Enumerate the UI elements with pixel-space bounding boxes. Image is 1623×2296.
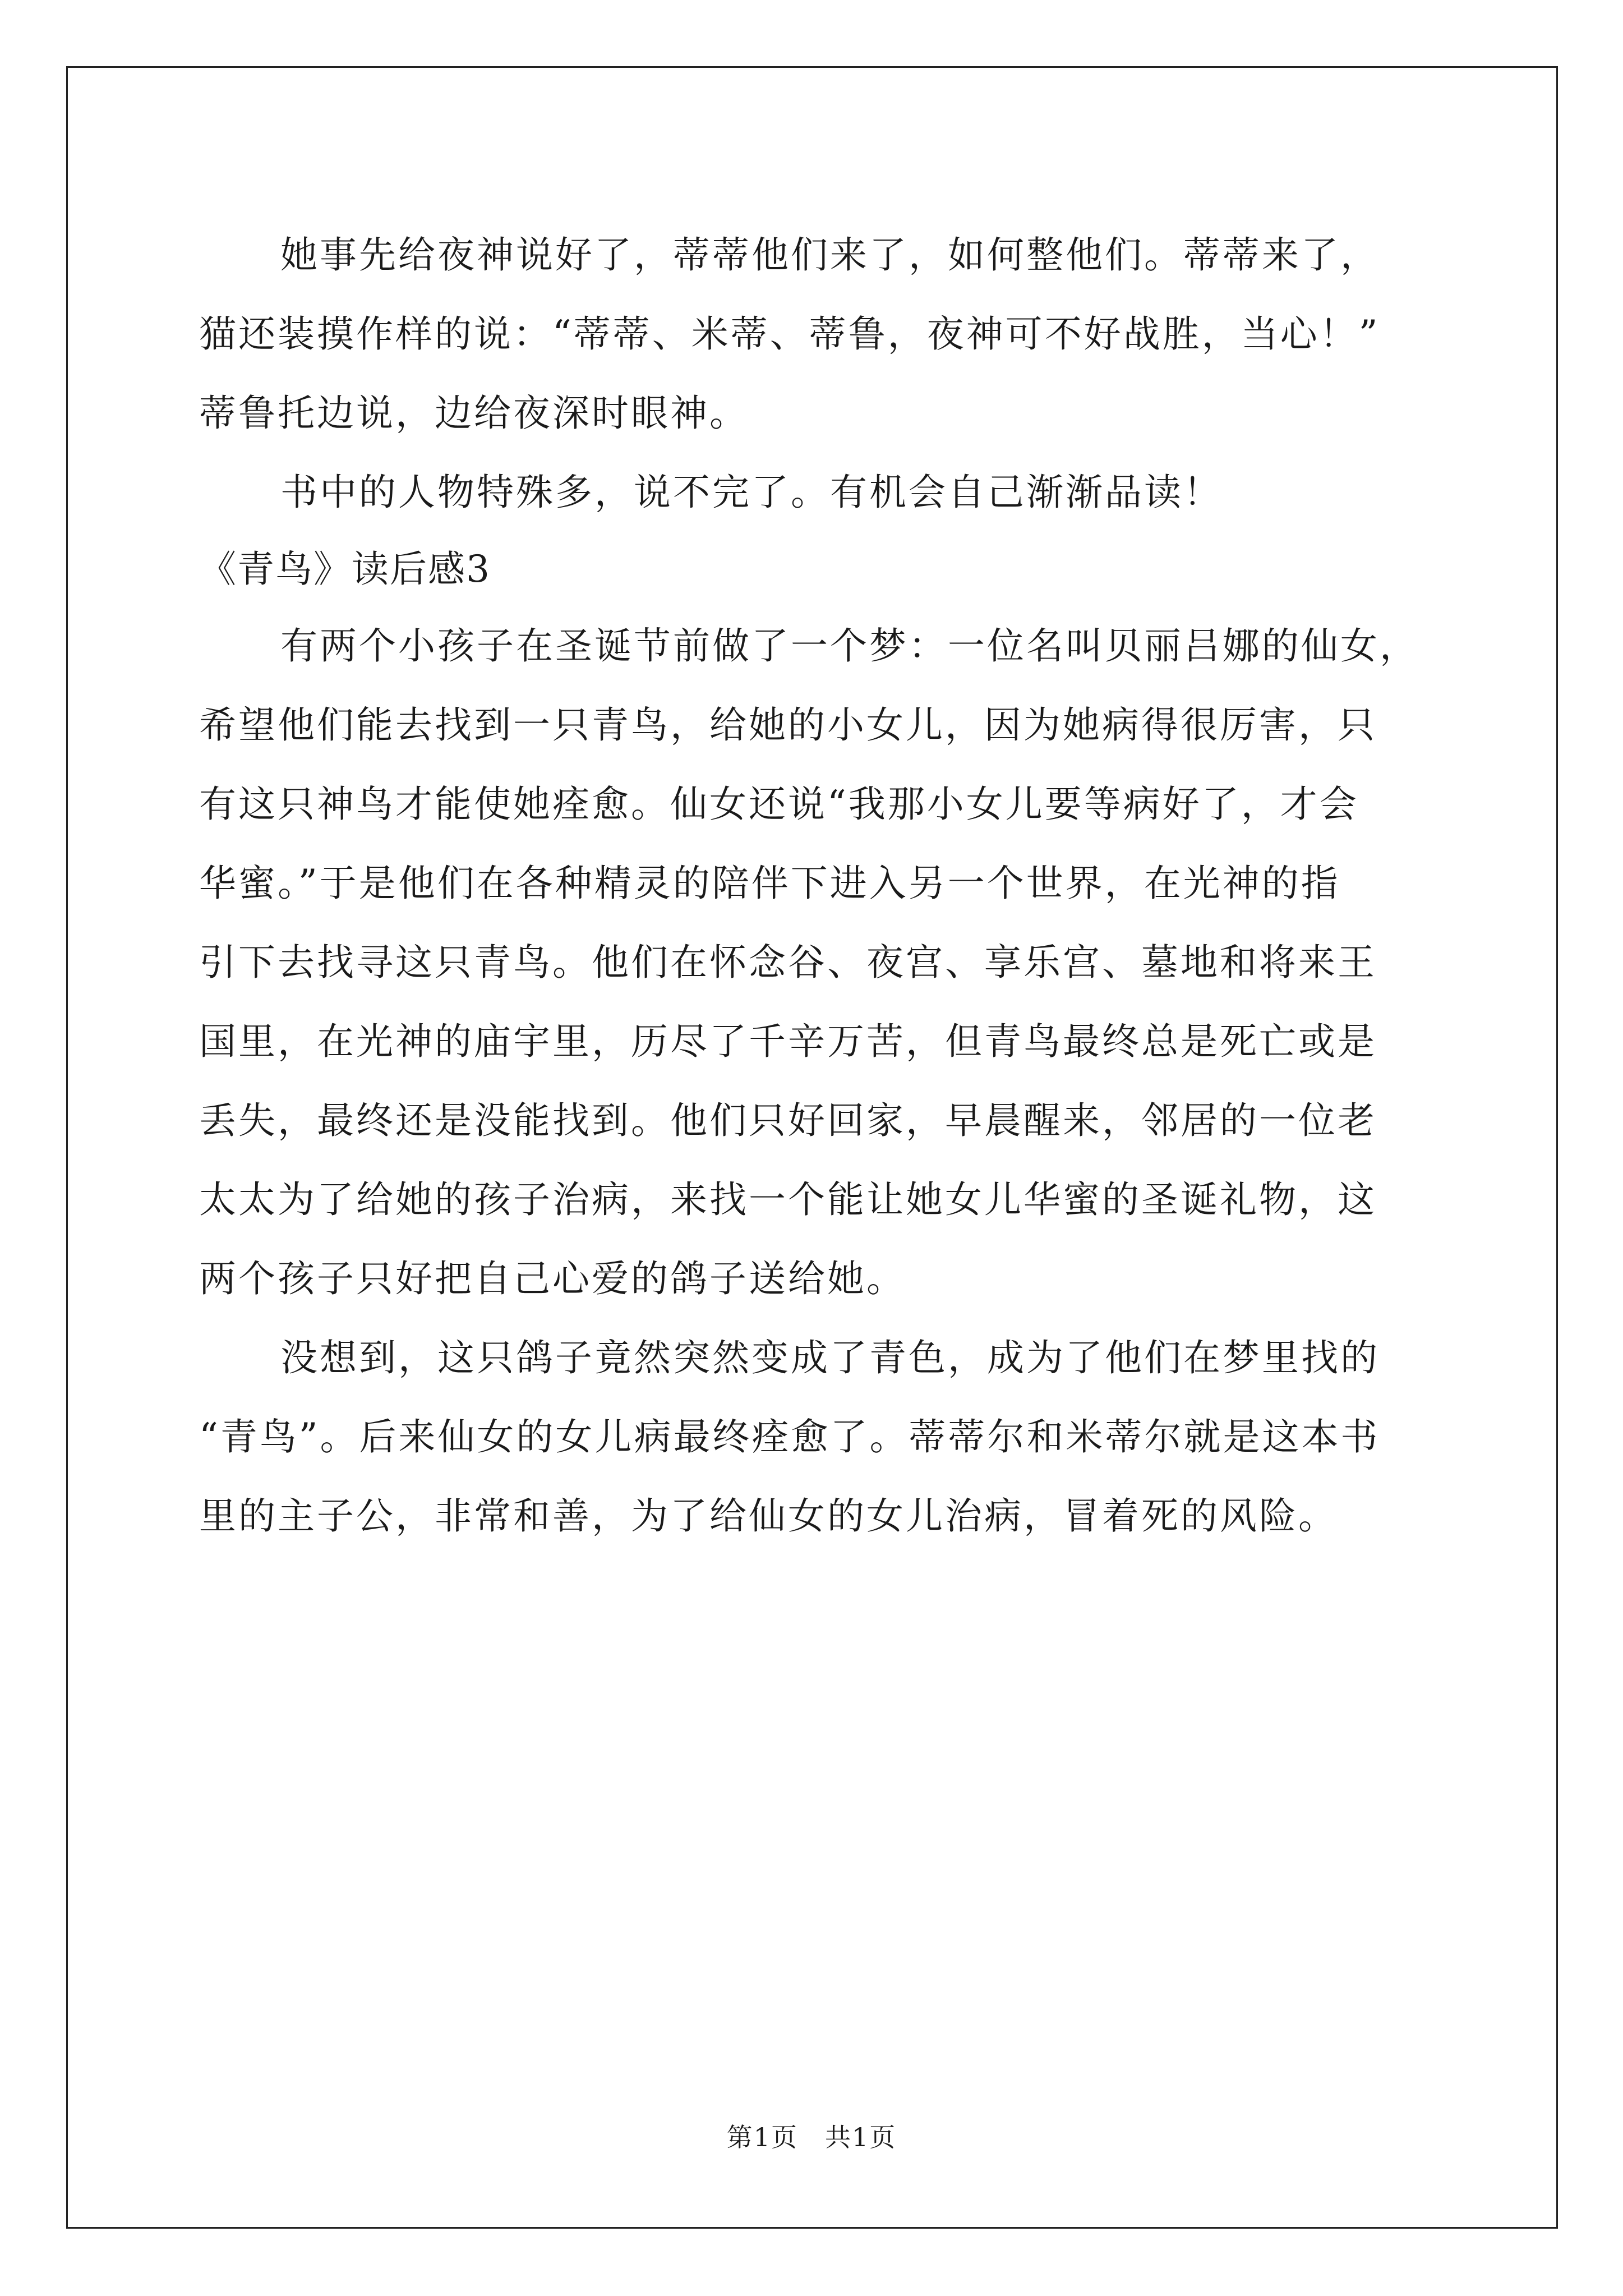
- paragraph-1-line-1: 她事先给夜神说好了，蒂蒂他们来了，如何整他们。蒂蒂来了，: [280, 233, 1380, 277]
- paragraph-3-line-6: 国里，在光神的庙宇里，历尽了千辛万苦，但青鸟最终总是死亡或是: [199, 1020, 1377, 1063]
- paragraph-4-line-1: 没想到，这只鸽子竟然突然变成了青色，成为了他们在梦里找的: [280, 1336, 1380, 1379]
- page-footer: 第1页 共1页: [726, 2122, 897, 2152]
- paragraph-1-line-2: 猫还装摸作样的说：“蒂蒂、米蒂、蒂鲁，夜神可不好战胜，当心！”: [199, 312, 1380, 356]
- paragraph-3-line-3: 有这只神鸟才能使她痊愈。仙女还说“我那小女儿要等病好了，才会: [199, 783, 1359, 826]
- section-heading: 《青鸟》读后感3: [199, 547, 491, 591]
- paragraph-3-line-5: 引下去找寻这只青鸟。他们在怀念谷、夜宫、享乐宫、墓地和将来王: [199, 941, 1377, 984]
- paragraph-3-line-1: 有两个小孩子在圣诞节前做了一个梦：一位名叫贝丽吕娜的仙女，: [280, 624, 1419, 668]
- paragraph-3-line-9: 两个孩子只好把自己心爱的鸽子送给她。: [199, 1257, 906, 1300]
- paragraph-1-line-3: 蒂鲁托边说，边给夜深时眼神。: [199, 392, 749, 435]
- paragraph-3-line-8: 太太为了给她的孩子治病，来找一个能让她女儿华蜜的圣诞礼物，这: [199, 1178, 1377, 1221]
- paragraph-4-line-3: 里的主子公，非常和善，为了给仙女的女儿治病，冒着死的风险。: [199, 1494, 1338, 1538]
- paragraph-3-line-7: 丢失，最终还是没能找到。他们只好回家，早晨醒来，邻居的一位老: [199, 1099, 1377, 1142]
- paragraph-2-line-1: 书中的人物特殊多，说不完了。有机会自己渐渐品读！: [280, 471, 1223, 514]
- paragraph-4-line-2: “青鸟”。后来仙女的女儿病最终痊愈了。蒂蒂尔和米蒂尔就是这本书: [199, 1415, 1380, 1458]
- paragraph-3-line-2: 希望他们能去找到一只青鸟，给她的小女儿，因为她病得很厉害，只: [199, 703, 1377, 747]
- paragraph-3-line-4: 华蜜。”于是他们在各种精灵的陪伴下进入另一个世界，在光神的指: [199, 862, 1340, 905]
